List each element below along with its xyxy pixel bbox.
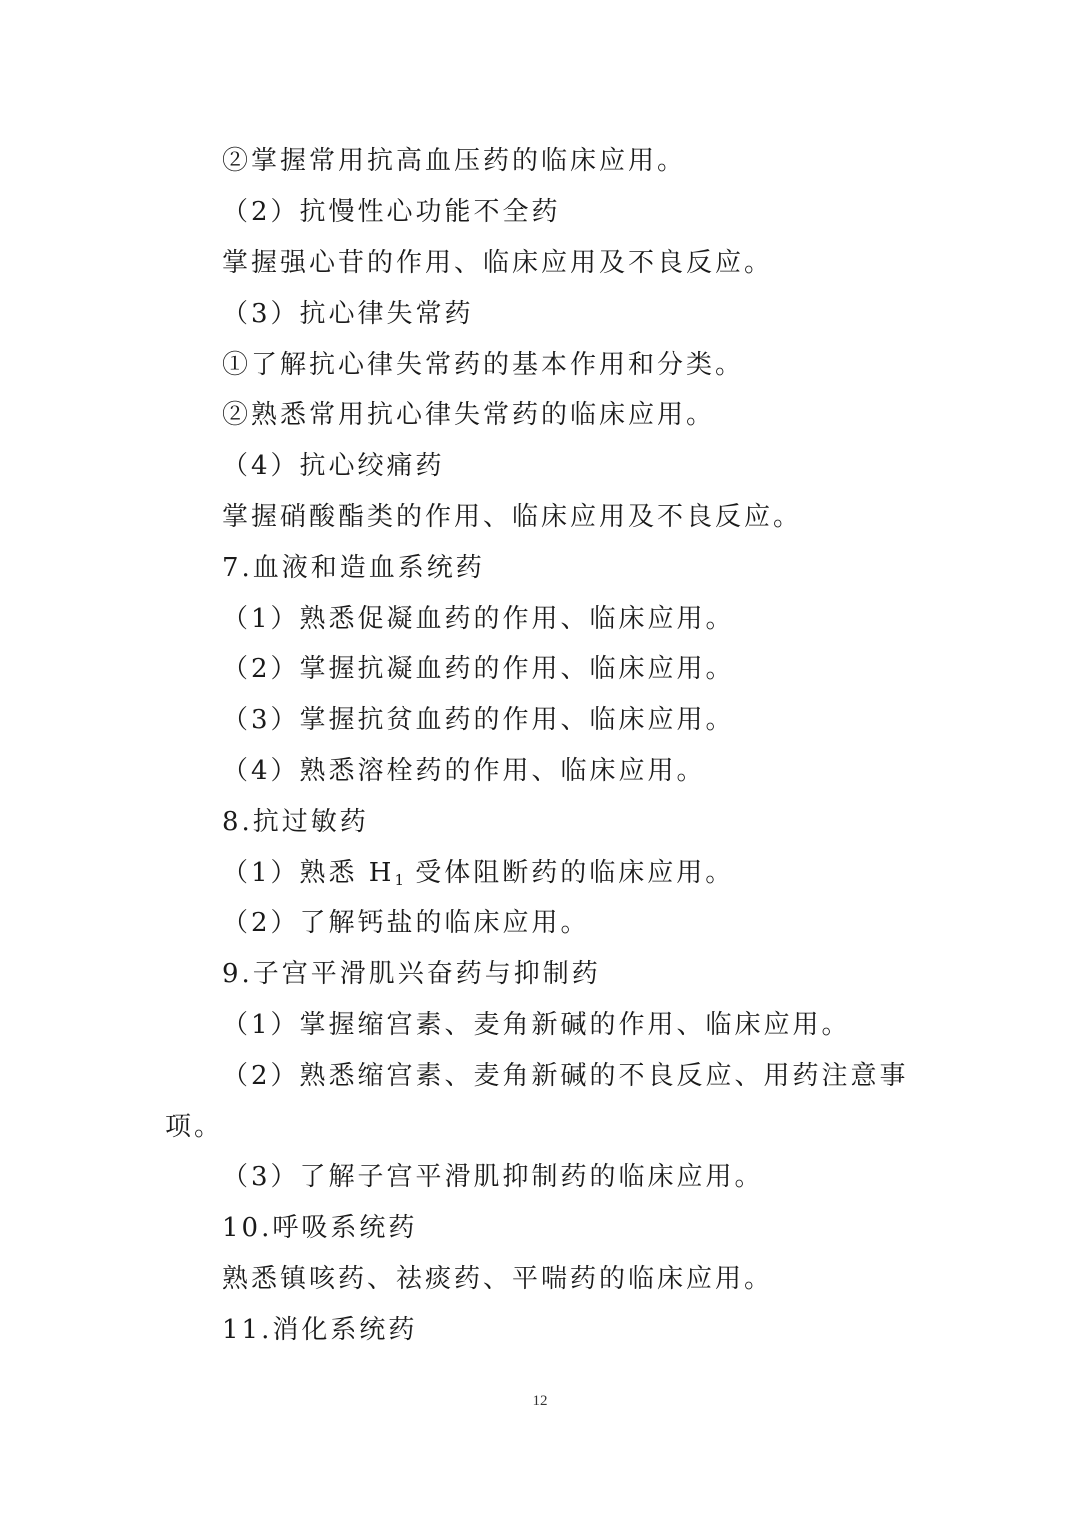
text-line: （3）掌握抗贫血药的作用、临床应用。 xyxy=(222,705,735,735)
text-line: ②熟悉常用抗心律失常药的临床应用。 xyxy=(222,400,716,430)
text-line: ①了解抗心律失常药的基本作用和分类。 xyxy=(222,350,745,380)
text-line: （3）了解子宫平滑肌抑制药的临床应用。 xyxy=(222,1162,764,1192)
text-line: （4）熟悉溶栓药的作用、临床应用。 xyxy=(222,756,706,786)
text-line-continuation: 项。 xyxy=(165,1112,224,1142)
text-line: 掌握硝酸酯类的作用、临床应用及不良反应。 xyxy=(222,502,803,532)
text-line: （1）掌握缩宫素、麦角新碱的作用、临床应用。 xyxy=(222,1010,851,1040)
text-line: （1）熟悉促凝血药的作用、临床应用。 xyxy=(222,604,735,634)
text-line: 熟悉镇咳药、祛痰药、平喘药的临床应用。 xyxy=(222,1264,774,1294)
section-heading: 8.抗过敏药 xyxy=(222,807,369,837)
section-heading: 9.子宫平滑肌兴奋药与抑制药 xyxy=(222,959,601,989)
text-line: （4）抗心绞痛药 xyxy=(222,451,445,481)
text-line: 掌握强心苷的作用、临床应用及不良反应。 xyxy=(222,248,774,278)
text-line: （2）熟悉缩宫素、麦角新碱的不良反应、用药注意事 xyxy=(222,1061,909,1091)
section-heading: 7.血液和造血系统药 xyxy=(222,553,485,583)
subscript: 1 xyxy=(394,871,405,889)
text-line: ②掌握常用抗高血压药的临床应用。 xyxy=(222,146,687,176)
text-line: （2）掌握抗凝血药的作用、临床应用。 xyxy=(222,654,735,684)
text-line: （2）抗慢性心功能不全药 xyxy=(222,197,561,227)
text-line: （2）了解钙盐的临床应用。 xyxy=(222,908,590,938)
section-heading: 10.呼吸系统药 xyxy=(222,1213,418,1243)
section-heading: 11.消化系统药 xyxy=(222,1315,418,1345)
text-line xyxy=(222,857,734,896)
text-segment: （1）熟悉 H xyxy=(222,858,395,888)
text-line: （3）抗心律失常药 xyxy=(222,299,474,329)
text-segment: 受体阻断药的临床应用。 xyxy=(404,858,735,888)
page-number: 12 xyxy=(532,1393,548,1409)
